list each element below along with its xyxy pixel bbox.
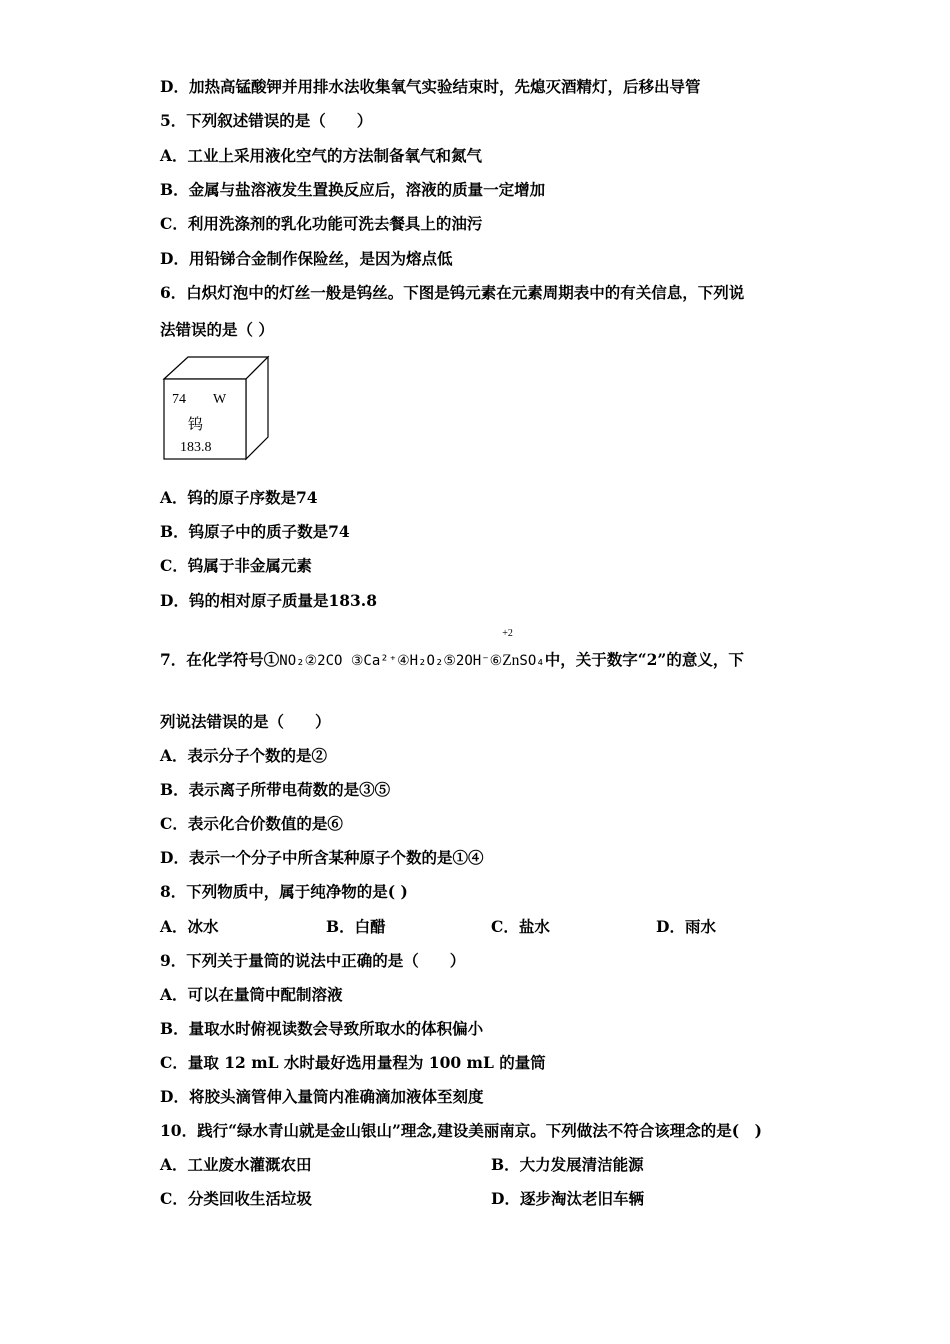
q7-option-b: B．表示离子所带电荷数的是③⑤: [160, 780, 391, 799]
q7-valence-element: Zn: [502, 652, 520, 669]
element-name: 钨: [188, 415, 204, 433]
q5-option-c: C．利用洗涤剂的乳化功能可洗去餐具上的油污: [160, 214, 483, 233]
q7-valence-zn: [502, 628, 520, 671]
q10-option-b: B．大力发展清洁能源: [491, 1155, 644, 1174]
q6-stem-line1: 6．白炽灯泡中的灯丝一般是钨丝。下图是钨元素在元素周期表中的有关信息，下列说: [160, 283, 745, 302]
q8-option-c: C．盐水: [491, 917, 550, 936]
q7-stem-suffix: 中，关于数字“2”的意义，下: [544, 650, 744, 669]
q10-option-a: A．工业废水灌溉农田: [160, 1155, 312, 1174]
q9-stem: 9．下列关于量筒的说法中正确的是（ ）: [160, 951, 466, 970]
q7-option-a: A．表示分子个数的是②: [160, 746, 328, 765]
q7-chemical-symbols: NO₂②2CO ③Ca²⁺④H₂O₂⑤2OH⁻⑥: [279, 653, 503, 669]
q7-stem-prefix: 7．在化学符号①: [160, 650, 280, 669]
element-card-figure: [160, 355, 272, 463]
q8-option-b: B．白醋: [326, 917, 386, 936]
q8-option-a: A．冰水: [160, 917, 219, 936]
q10-option-c: C．分类回收生活垃圾: [160, 1189, 312, 1208]
q7-stem-line2: 列说法错误的是（ ）: [160, 712, 331, 731]
q7-option-d: D．表示一个分子中所含某种原子个数的是①④: [160, 848, 484, 867]
q6-option-d: D．钨的相对原子质量是183.8: [160, 591, 377, 610]
element-symbol: W: [213, 392, 227, 407]
q6-option-c: C．钨属于非金属元素: [160, 556, 312, 575]
q5-stem: 5．下列叙述错误的是（ ）: [160, 111, 373, 130]
q4-option-d: D．加热高锰酸钾并用排水法收集氧气实验结束时，先熄灭酒精灯，后移出导管: [160, 77, 701, 96]
q9-option-b: B．量取水时俯视读数会导致所取水的体积偏小: [160, 1019, 484, 1038]
q6-stem-line2: 法错误的是（ ）: [160, 320, 274, 339]
q8-stem: 8．下列物质中，属于纯净物的是( ): [160, 882, 408, 901]
q5-option-d: D．用铅锑合金制作保险丝，是因为熔点低: [160, 249, 453, 268]
element-card-box: [160, 355, 272, 463]
q5-option-b: B．金属与盐溶液发生置换反应后，溶液的质量一定增加: [160, 180, 546, 199]
q8-option-d: D．雨水: [656, 917, 716, 936]
element-atomic-mass: 183.8: [180, 440, 212, 455]
q9-option-d: D．将胶头滴管伸入量筒内准确滴加液体至刻度: [160, 1087, 484, 1106]
q10-option-d: D．逐步淘汰老旧车辆: [491, 1189, 644, 1208]
q7-stem-line1: [160, 628, 744, 671]
q9-option-c: C．量取 12 mL 水时最好选用量程为 100 mL 的量筒: [160, 1053, 546, 1072]
element-atomic-number: 74: [172, 392, 186, 407]
q9-option-a: A．可以在量筒中配制溶液: [160, 985, 343, 1004]
q10-stem: 10．践行“绿水青山就是金山银山”理念,建设美丽南京。下列做法不符合该理念的是( ): [160, 1121, 762, 1140]
q7-valence-sign: +2: [502, 628, 513, 639]
q6-option-a: A．钨的原子序数是74: [160, 488, 318, 507]
q5-option-a: A．工业上采用液化空气的方法制备氧气和氮气: [160, 146, 483, 165]
q7-sulfate: SO₄: [519, 653, 545, 669]
q7-option-c: C．表示化合价数值的是⑥: [160, 814, 343, 833]
q6-option-b: B．钨原子中的质子数是74: [160, 522, 350, 541]
